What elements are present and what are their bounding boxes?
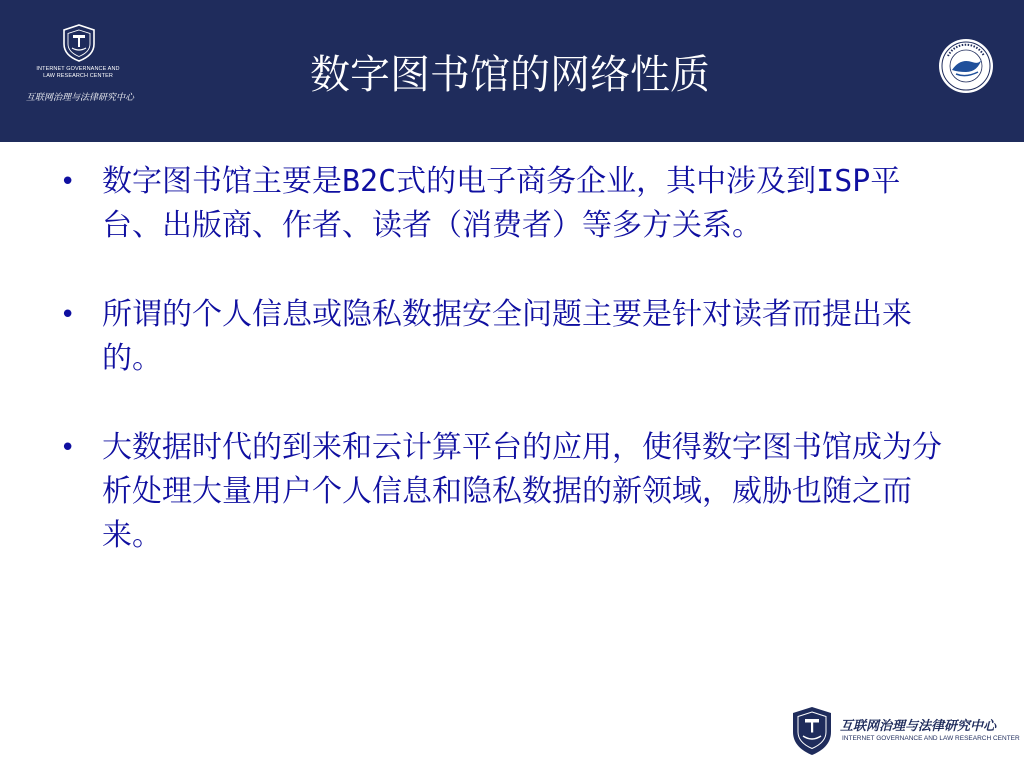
- footer-logo: [790, 705, 1020, 765]
- header-bar: [0, 0, 1024, 142]
- center-logo: [8, 22, 148, 112]
- center-name-english: [8, 66, 148, 80]
- shield-logo-icon: [62, 24, 96, 62]
- bullet-item: [60, 426, 952, 558]
- bullet-item: [60, 160, 952, 248]
- center-name-english-line1: INTERNET GOVERNANCE AND: [36, 66, 120, 72]
- bullet-marker: •: [60, 300, 76, 330]
- footer-center-name-english: INTERNET GOVERNANCE AND LAW RESEARCH CENTER: [842, 735, 1020, 742]
- bullet-text: 数字图书馆主要是B2C式的电子商务企业，其中涉及到ISP平台、出版商、作者、读者（消费者）等多方关系。: [102, 164, 901, 243]
- bullet-list: [60, 160, 960, 603]
- bullet-item: [60, 293, 952, 381]
- center-name-english-line2: LAW RESEARCH CENTER: [43, 73, 113, 79]
- bullet-marker: •: [60, 167, 76, 197]
- page-title: 数字图书馆的网络性质: [310, 52, 710, 98]
- shield-logo-icon: [790, 705, 834, 757]
- center-name-chinese: 互联网治理与法律研究中心: [25, 93, 134, 103]
- footer-center-name-chinese: 互联网治理与法律研究中心: [840, 719, 997, 734]
- university-seal-icon: [938, 38, 994, 94]
- bullet-text: 大数据时代的到来和云计算平台的应用，使得数字图书馆成为分析处理大量用户个人信息和隐私数据的新领域，威胁也随之而来。: [102, 430, 942, 553]
- bullet-text: 所谓的个人信息或隐私数据安全问题主要是针对读者而提出来的。: [102, 297, 912, 376]
- bullet-marker: •: [60, 433, 76, 463]
